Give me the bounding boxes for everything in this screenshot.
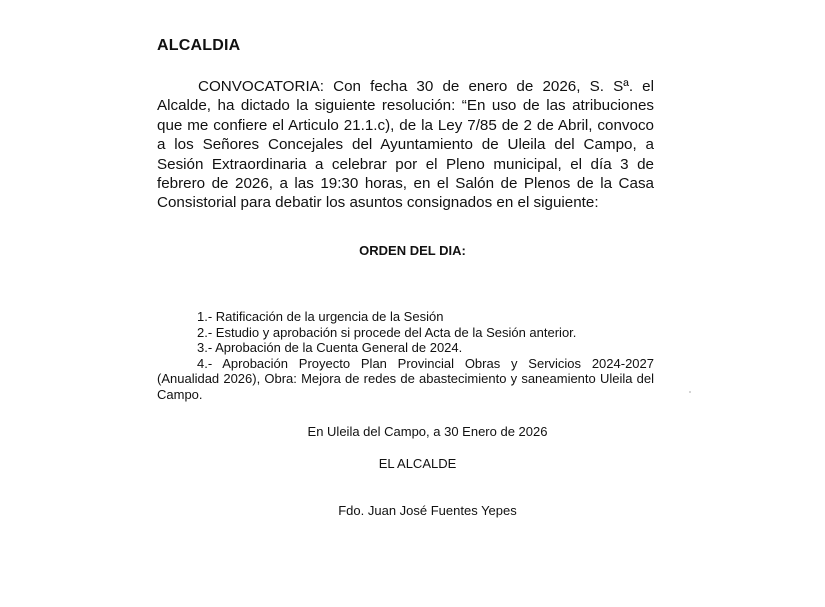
closing-place-date: En Uleila del Campo, a 30 Enero de 2026 — [307, 424, 548, 439]
scan-speck — [689, 391, 691, 393]
agenda-item: 4.- Aprobación Proyecto Plan Provincial Obras y Servicios 2024-2027 (Anualidad 2026), Obra: Mejora de redes de abastecimiento y saneamiento Uleila del Campo. — [157, 355, 654, 402]
agenda-item: 1.- Ratificación de la urgencia de la Sesión — [197, 309, 444, 324]
agenda-item: 3.- Aprobación de la Cuenta General de 2024. — [197, 340, 463, 356]
document-heading: ALCALDIA — [157, 37, 241, 54]
closing-role: EL ALCALDE — [378, 456, 457, 471]
orden-del-dia-title: ORDEN DEL DIA: — [359, 243, 466, 258]
agenda-item: 2.- Estudio y aprobación si procede del Acta de la Sesión anterior. — [197, 324, 577, 340]
convocatoria-paragraph: CONVOCATORIA: Con fecha 30 de enero de 2026, S. Sª. el Alcalde, ha dictado la siguiente resolución: “En uso de las atribuciones que me confiere el Articulo 21.1.c), de la Ley 7/85 de 2 de Abril, convoco a los Señores Concejales del Ayuntamiento de Uleila del Campo, a Sesión Extraordinaria a celebrar por el Pleno municipal, el día 3 de febrero de 2026, a las 19:30 horas, en el Salón de Plenos de la Casa Consistorial para debatir los asuntos consignados en el siguiente: — [157, 78, 654, 212]
signature-line: Fdo. Juan José Fuentes Yepes — [338, 503, 517, 518]
agenda-list — [157, 309, 654, 403]
